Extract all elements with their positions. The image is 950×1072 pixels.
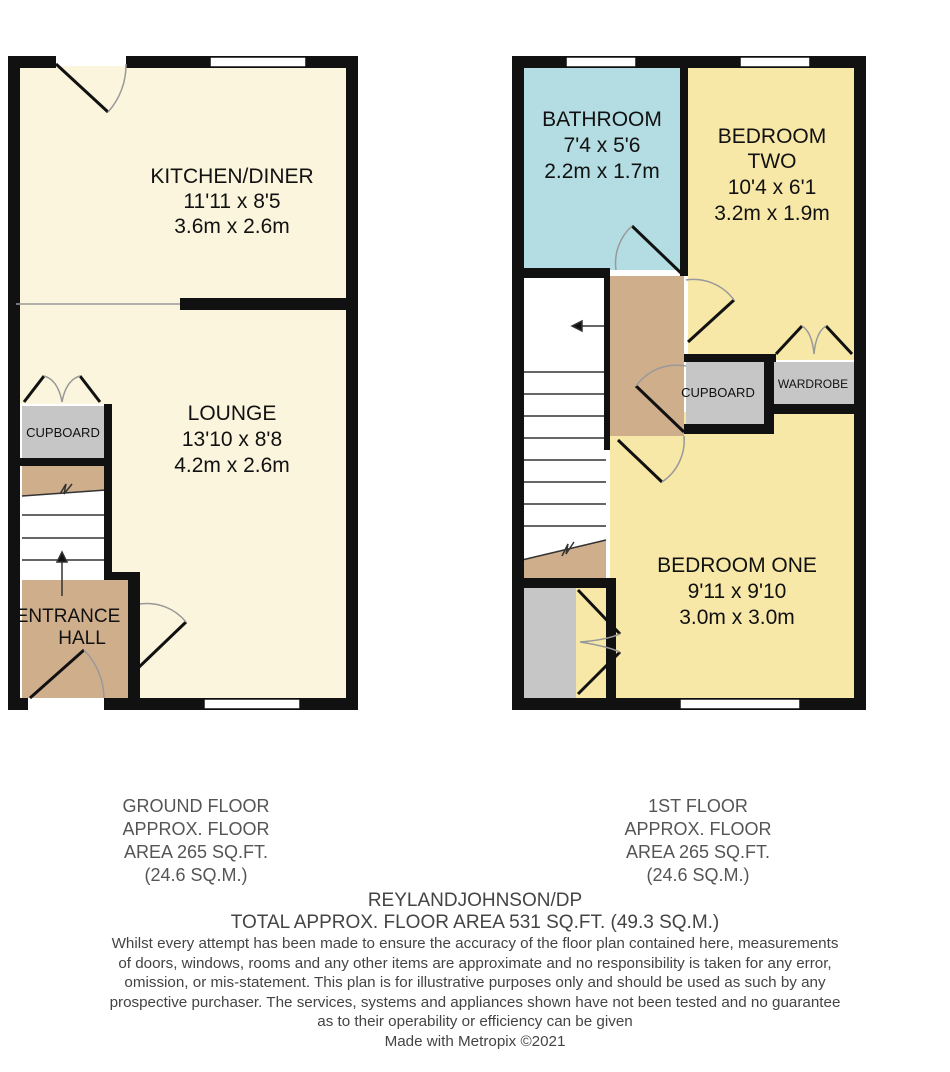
first-cupboard-label: CUPBOARD bbox=[681, 385, 755, 400]
kitchen-diner-metric: 3.6m x 2.6m bbox=[174, 215, 290, 238]
bedroom-two-label-line2: TWO bbox=[747, 150, 797, 173]
bedroom-two-metric: 3.2m x 1.9m bbox=[714, 202, 830, 225]
lounge-label: LOUNGE bbox=[187, 402, 277, 425]
window bbox=[210, 57, 306, 67]
window bbox=[566, 57, 636, 67]
ground-floor-caption-line4: (24.6 SQ.M.) bbox=[144, 865, 248, 885]
metropix-credit: Made with Metropix ©2021 bbox=[384, 1032, 566, 1050]
bathroom-imperial: 7'4 x 5'6 bbox=[563, 134, 641, 157]
window bbox=[680, 699, 800, 709]
ground-floor-caption-line3: AREA 265 SQ.FT. bbox=[123, 842, 269, 862]
footer bbox=[0, 890, 950, 1051]
bedroom-one-label: BEDROOM ONE bbox=[657, 554, 817, 577]
bedroom-one-cupboard-area bbox=[522, 588, 576, 698]
agent-reference: REYLANDJOHNSON/DP bbox=[367, 890, 583, 911]
total-floor-area: TOTAL APPROX. FLOOR AREA 531 SQ.FT. (49.3 SQ.M.) bbox=[230, 912, 720, 933]
disclaimer-line: Whilst every attempt has been made to ensure the accuracy of the floor plan contained here, measurements bbox=[111, 935, 839, 952]
ground-floor-caption bbox=[76, 795, 316, 887]
bathroom-label: BATHROOM bbox=[542, 108, 662, 131]
bedroom-one-metric: 3.0m x 3.0m bbox=[679, 606, 795, 629]
first-floor-caption bbox=[578, 795, 818, 887]
disclaimer-line: prospective purchaser. The services, systems and appliances shown have not been tested and no guarantee bbox=[109, 993, 841, 1011]
disclaimer-line: omission, or mis-statement. This plan is for illustrative purposes only and should be used as such by any bbox=[124, 974, 826, 991]
kitchen-diner-label: KITCHEN/DINER bbox=[150, 165, 314, 188]
first-floor-caption-line3: AREA 265 SQ.FT. bbox=[625, 842, 771, 862]
first-floor-caption-line1: 1ST FLOOR bbox=[648, 796, 748, 816]
lounge-imperial: 13'10 x 8'8 bbox=[181, 428, 283, 451]
first-floor-plan bbox=[512, 56, 866, 710]
entrance-hall-label-line1: ENTRANCE bbox=[15, 606, 121, 627]
window bbox=[740, 57, 810, 67]
first-floor-caption-line2: APPROX. FLOOR bbox=[624, 819, 772, 839]
lounge-side-area bbox=[16, 304, 112, 404]
wardrobe-label: WARDROBE bbox=[777, 377, 849, 391]
bedroom-two-imperial: 10'4 x 6'1 bbox=[727, 176, 817, 199]
ground-cupboard-label: CUPBOARD bbox=[26, 425, 100, 440]
entrance-hall-label-line2: HALL bbox=[58, 628, 106, 649]
stair-landing-area bbox=[522, 540, 606, 580]
bedroom-one-imperial: 9'11 x 9'10 bbox=[687, 580, 787, 603]
ground-floor-caption-line1: GROUND FLOOR bbox=[122, 796, 270, 816]
window bbox=[204, 699, 300, 709]
ground-floor-plan bbox=[8, 56, 358, 710]
bathroom-metric: 2.2m x 1.7m bbox=[544, 160, 660, 183]
disclaimer-line: of doors, windows, rooms and any other items are approximate and no responsibility is taken for any error, bbox=[118, 954, 832, 972]
lounge-metric: 4.2m x 2.6m bbox=[174, 454, 290, 477]
kitchen-diner-imperial: 11'11 x 8'5 bbox=[183, 190, 281, 213]
first-floor-caption-line4: (24.6 SQ.M.) bbox=[646, 865, 750, 885]
landing-area bbox=[606, 276, 684, 436]
bedroom-two-label-line1: BEDROOM bbox=[717, 125, 827, 148]
lounge-area bbox=[112, 304, 352, 700]
ground-floor-caption-line2: APPROX. FLOOR bbox=[122, 819, 270, 839]
disclaimer-line: as to their operability or efficiency can be given bbox=[317, 1013, 633, 1030]
